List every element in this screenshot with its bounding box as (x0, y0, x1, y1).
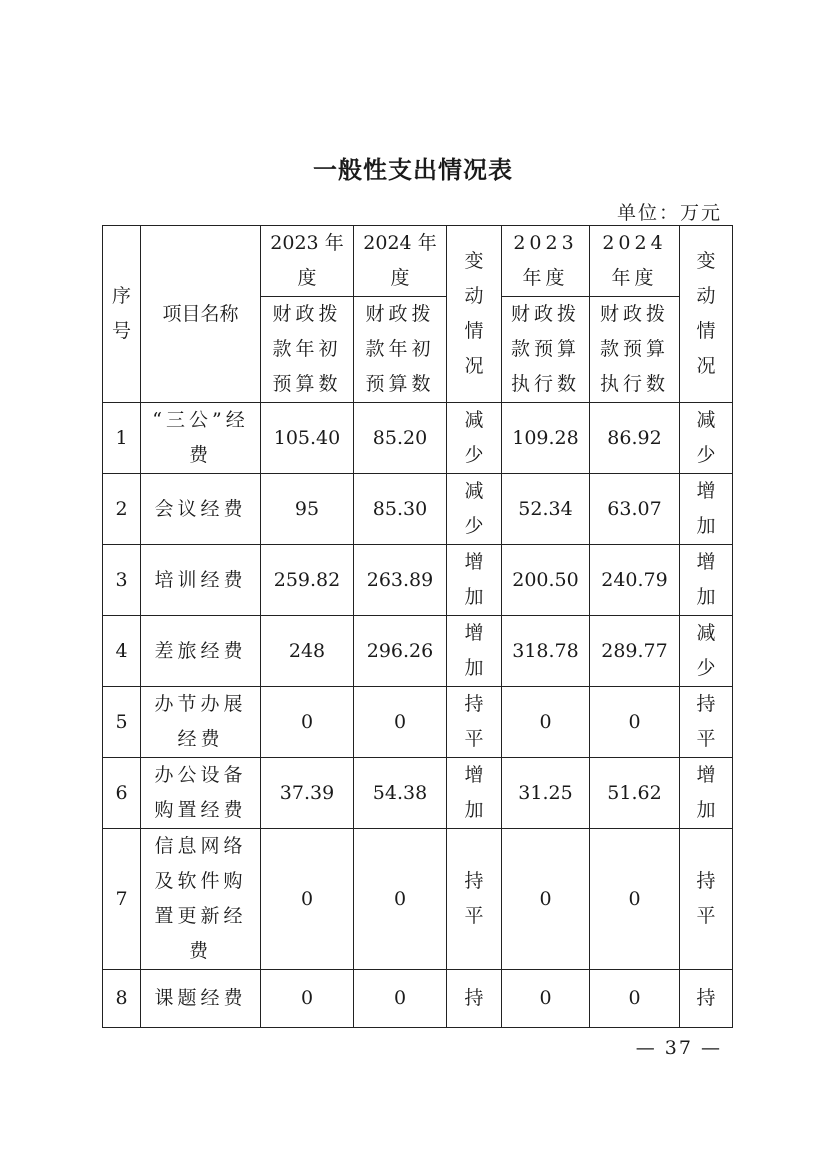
table-row (103, 970, 733, 1028)
cell-change: 减少 (447, 403, 502, 474)
cell-exec-2024: 51.62 (590, 758, 680, 829)
cell-change-2: 增加 (680, 545, 733, 616)
cell-name: 办公设备购置经费 (141, 758, 261, 829)
cell-change: 持 (447, 970, 502, 1028)
unit-label: 单位：万元 (616, 202, 722, 224)
header-change: 变动情况 (447, 226, 502, 403)
header-2024: 2024 年度 (354, 226, 447, 297)
table-row (103, 687, 733, 758)
cell-name: 培训经费 (141, 545, 261, 616)
cell-seq: 5 (103, 687, 141, 758)
header-row (103, 226, 733, 297)
cell-change-2: 持平 (680, 829, 733, 970)
table-row (103, 403, 733, 474)
cell-seq: 7 (103, 829, 141, 970)
cell-change-2: 增加 (680, 758, 733, 829)
cell-seq: 6 (103, 758, 141, 829)
cell-change: 增加 (447, 758, 502, 829)
cell-seq: 8 (103, 970, 141, 1028)
cell-budget-2023: 95 (261, 474, 354, 545)
cell-exec-2023: 52.34 (502, 474, 590, 545)
cell-exec-2023: 109.28 (502, 403, 590, 474)
cell-budget-2023: 259.82 (261, 545, 354, 616)
cell-seq: 4 (103, 616, 141, 687)
table-row (103, 758, 733, 829)
cell-budget-2024: 85.30 (354, 474, 447, 545)
cell-exec-2024: 240.79 (590, 545, 680, 616)
subheader-budget-exec-2023: 财政拨款预算执行数 (502, 297, 590, 403)
cell-budget-2024: 0 (354, 970, 447, 1028)
cell-exec-2024: 86.92 (590, 403, 680, 474)
page-number: — 37 — (635, 1037, 722, 1059)
cell-name: 差旅经费 (141, 616, 261, 687)
header-seq: 序号 (103, 226, 141, 403)
table-row (103, 545, 733, 616)
cell-budget-2024: 263.89 (354, 545, 447, 616)
cell-exec-2023: 0 (502, 687, 590, 758)
cell-budget-2023: 248 (261, 616, 354, 687)
cell-change-2: 持平 (680, 687, 733, 758)
cell-exec-2024: 0 (590, 970, 680, 1028)
cell-exec-2024: 0 (590, 829, 680, 970)
cell-change-2: 减少 (680, 616, 733, 687)
page-title: 一般性支出情况表 (313, 155, 513, 184)
cell-seq: 3 (103, 545, 141, 616)
cell-change-2: 减少 (680, 403, 733, 474)
cell-change: 增加 (447, 616, 502, 687)
cell-change: 持平 (447, 829, 502, 970)
subheader-budget-initial-2023: 财政拨款年初预算数 (261, 297, 354, 403)
cell-budget-2023: 37.39 (261, 758, 354, 829)
cell-exec-2023: 0 (502, 970, 590, 1028)
header-2024-b: 2024 年度 (590, 226, 680, 297)
cell-budget-2024: 54.38 (354, 758, 447, 829)
cell-exec-2023: 200.50 (502, 545, 590, 616)
cell-budget-2024: 0 (354, 687, 447, 758)
header-name: 项目名称 (141, 226, 261, 403)
table-row (103, 616, 733, 687)
header-change-2: 变动情况 (680, 226, 733, 403)
cell-change: 减少 (447, 474, 502, 545)
cell-name: 会议经费 (141, 474, 261, 545)
cell-exec-2023: 31.25 (502, 758, 590, 829)
cell-exec-2023: 0 (502, 829, 590, 970)
header-2023-b: 2023 年度 (502, 226, 590, 297)
cell-budget-2023: 0 (261, 829, 354, 970)
cell-name: 课题经费 (141, 970, 261, 1028)
cell-exec-2024: 0 (590, 687, 680, 758)
subheader-budget-initial-2024: 财政拨款年初预算数 (354, 297, 447, 403)
cell-seq: 2 (103, 474, 141, 545)
cell-budget-2023: 0 (261, 687, 354, 758)
cell-exec-2024: 63.07 (590, 474, 680, 545)
cell-budget-2024: 85.20 (354, 403, 447, 474)
cell-name: 办节办展经费 (141, 687, 261, 758)
cell-budget-2024: 296.26 (354, 616, 447, 687)
table-row (103, 829, 733, 970)
cell-name: 信息网络及软件购置更新经费 (141, 829, 261, 970)
table-row (103, 474, 733, 545)
header-2023: 2023 年度 (261, 226, 354, 297)
cell-budget-2023: 0 (261, 970, 354, 1028)
cell-budget-2023: 105.40 (261, 403, 354, 474)
cell-change-2: 增加 (680, 474, 733, 545)
cell-name: “三公”经费 (141, 403, 261, 474)
cell-change: 持平 (447, 687, 502, 758)
cell-exec-2024: 289.77 (590, 616, 680, 687)
cell-change: 增加 (447, 545, 502, 616)
cell-change-2: 持 (680, 970, 733, 1028)
cell-exec-2023: 318.78 (502, 616, 590, 687)
subheader-budget-exec-2024: 财政拨款预算执行数 (590, 297, 680, 403)
expense-table (102, 225, 733, 1028)
cell-budget-2024: 0 (354, 829, 447, 970)
cell-seq: 1 (103, 403, 141, 474)
